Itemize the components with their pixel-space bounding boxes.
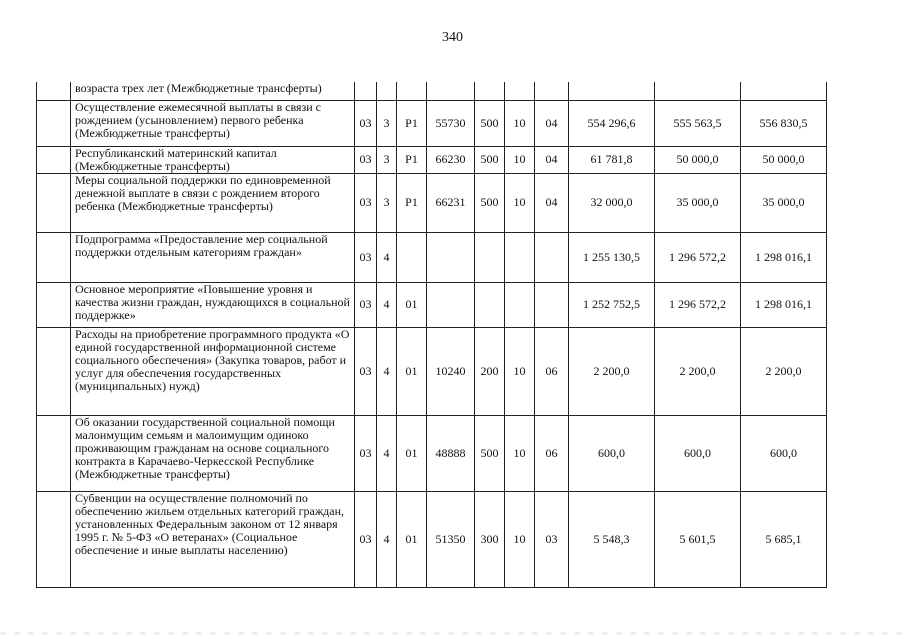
- amount-year3-cell: 556 830,5: [741, 100, 827, 146]
- row-name-cell: Подпрограмма «Предоставление мер социальной поддержки отдельным категориям граждан»: [71, 232, 355, 282]
- expense-type-cell: 500: [475, 100, 505, 146]
- subsection-cell: 04: [535, 173, 569, 232]
- expense-type-cell: 300: [475, 491, 505, 587]
- amount-year2-cell: [655, 82, 741, 100]
- section-cell: [505, 82, 535, 100]
- row-number-cell: [37, 282, 71, 327]
- direction-code-cell: [427, 232, 475, 282]
- event-code-cell: P1: [397, 146, 427, 173]
- section-cell: 10: [505, 146, 535, 173]
- program-code-cell: 03: [355, 146, 377, 173]
- budget-table: [36, 82, 827, 588]
- direction-code-cell: 51350: [427, 491, 475, 587]
- amount-year2-cell: 35 000,0: [655, 173, 741, 232]
- table-row: [37, 327, 827, 415]
- program-code-cell: 03: [355, 232, 377, 282]
- amount-year3-cell: 50 000,0: [741, 146, 827, 173]
- amount-year3-cell: 2 200,0: [741, 327, 827, 415]
- amount-year3-cell: [741, 82, 827, 100]
- section-cell: [505, 282, 535, 327]
- amount-year1-cell: 1 252 752,5: [569, 282, 655, 327]
- amount-year3-cell: 5 685,1: [741, 491, 827, 587]
- amount-year1-cell: 1 255 130,5: [569, 232, 655, 282]
- expense-type-cell: [475, 282, 505, 327]
- subsection-cell: 06: [535, 415, 569, 491]
- program-code-cell: 03: [355, 415, 377, 491]
- row-number-cell: [37, 146, 71, 173]
- program-code-cell: 03: [355, 491, 377, 587]
- expense-type-cell: 500: [475, 146, 505, 173]
- row-name-cell: Основное мероприятие «Повышение уровня и качества жизни граждан, нуждающихся в социальной поддержке»: [71, 282, 355, 327]
- event-code-cell: [397, 82, 427, 100]
- expense-type-cell: 500: [475, 415, 505, 491]
- subprogram-code-cell: 3: [377, 146, 397, 173]
- row-name-cell: Осуществление ежемесячной выплаты в связи с рождением (усыновлением) первого ребенка (Межбюджетные трансферты): [71, 100, 355, 146]
- row-number-cell: [37, 100, 71, 146]
- event-code-cell: 01: [397, 491, 427, 587]
- direction-code-cell: 55730: [427, 100, 475, 146]
- amount-year2-cell: 5 601,5: [655, 491, 741, 587]
- event-code-cell: P1: [397, 173, 427, 232]
- row-name-cell: Меры социальной поддержки по единовременной денежной выплате в связи с рождением второго ребенка (Межбюджетные трансферты): [71, 173, 355, 232]
- event-code-cell: [397, 232, 427, 282]
- section-cell: 10: [505, 415, 535, 491]
- amount-year1-cell: 600,0: [569, 415, 655, 491]
- program-code-cell: 03: [355, 282, 377, 327]
- direction-code-cell: [427, 282, 475, 327]
- section-cell: 10: [505, 491, 535, 587]
- section-cell: 10: [505, 327, 535, 415]
- row-number-cell: [37, 491, 71, 587]
- direction-code-cell: 66231: [427, 173, 475, 232]
- page-number: 340: [442, 30, 463, 45]
- direction-code-cell: 48888: [427, 415, 475, 491]
- row-name-cell: Расходы на приобретение программного продукта «О единой государственной информационной системе социального обеспечения» (Закупка товаров, работ и услуг для обеспечения государственных (муниципальных) нужд): [71, 327, 355, 415]
- expense-type-cell: [475, 232, 505, 282]
- subprogram-code-cell: 3: [377, 100, 397, 146]
- subsection-cell: 04: [535, 100, 569, 146]
- row-name-cell: Об оказании государственной социальной помощи малоимущим семьям и малоимущим одиноко проживающим гражданам на основе социального контракта в Карачаево-Черкесской Республике (Межбюджетные трансферты): [71, 415, 355, 491]
- table-row: [37, 82, 827, 100]
- row-name-cell: Республиканский материнский капитал (Межбюджетные трансферты): [71, 146, 355, 173]
- subsection-cell: [535, 282, 569, 327]
- amount-year2-cell: 1 296 572,2: [655, 232, 741, 282]
- expense-type-cell: 500: [475, 173, 505, 232]
- program-code-cell: [355, 82, 377, 100]
- subprogram-code-cell: 3: [377, 173, 397, 232]
- amount-year1-cell: [569, 82, 655, 100]
- amount-year2-cell: 555 563,5: [655, 100, 741, 146]
- row-number-cell: [37, 232, 71, 282]
- program-code-cell: 03: [355, 173, 377, 232]
- subprogram-code-cell: [377, 82, 397, 100]
- expense-type-cell: 200: [475, 327, 505, 415]
- amount-year2-cell: 2 200,0: [655, 327, 741, 415]
- amount-year3-cell: 1 298 016,1: [741, 232, 827, 282]
- direction-code-cell: 66230: [427, 146, 475, 173]
- row-name-cell: возраста трех лет (Межбюджетные трансферты): [71, 82, 355, 100]
- table-row: [37, 491, 827, 587]
- program-code-cell: 03: [355, 327, 377, 415]
- table-row: [37, 100, 827, 146]
- direction-code-cell: 10240: [427, 327, 475, 415]
- amount-year1-cell: 5 548,3: [569, 491, 655, 587]
- event-code-cell: 01: [397, 327, 427, 415]
- subprogram-code-cell: 4: [377, 282, 397, 327]
- subprogram-code-cell: 4: [377, 415, 397, 491]
- amount-year1-cell: 554 296,6: [569, 100, 655, 146]
- amount-year1-cell: 61 781,8: [569, 146, 655, 173]
- row-name-cell: Субвенции на осуществление полномочий по обеспечению жильем отдельных категорий граждан, установленных Федеральным законом от 12 января 1995 г. № 5-ФЗ «О ветеранах» (Социальное обеспечение и иные выплаты населению): [71, 491, 355, 587]
- amount-year3-cell: 35 000,0: [741, 173, 827, 232]
- row-number-cell: [37, 82, 71, 100]
- event-code-cell: 01: [397, 282, 427, 327]
- amount-year2-cell: 50 000,0: [655, 146, 741, 173]
- direction-code-cell: [427, 82, 475, 100]
- amount-year1-cell: 32 000,0: [569, 173, 655, 232]
- subsection-cell: 04: [535, 146, 569, 173]
- subsection-cell: 06: [535, 327, 569, 415]
- amount-year1-cell: 2 200,0: [569, 327, 655, 415]
- event-code-cell: P1: [397, 100, 427, 146]
- subsection-cell: [535, 82, 569, 100]
- table-row: [37, 173, 827, 232]
- table-row: [37, 146, 827, 173]
- amount-year2-cell: 1 296 572,2: [655, 282, 741, 327]
- amount-year3-cell: 1 298 016,1: [741, 282, 827, 327]
- expense-type-cell: [475, 82, 505, 100]
- row-number-cell: [37, 327, 71, 415]
- amount-year2-cell: 600,0: [655, 415, 741, 491]
- amount-year3-cell: 600,0: [741, 415, 827, 491]
- subprogram-code-cell: 4: [377, 491, 397, 587]
- event-code-cell: 01: [397, 415, 427, 491]
- scan-artifact: [0, 632, 905, 635]
- section-cell: 10: [505, 100, 535, 146]
- row-number-cell: [37, 415, 71, 491]
- subsection-cell: [535, 232, 569, 282]
- subsection-cell: 03: [535, 491, 569, 587]
- table-row: [37, 282, 827, 327]
- row-number-cell: [37, 173, 71, 232]
- table-row: [37, 232, 827, 282]
- section-cell: 10: [505, 173, 535, 232]
- subprogram-code-cell: 4: [377, 232, 397, 282]
- subprogram-code-cell: 4: [377, 327, 397, 415]
- program-code-cell: 03: [355, 100, 377, 146]
- table-row: [37, 415, 827, 491]
- section-cell: [505, 232, 535, 282]
